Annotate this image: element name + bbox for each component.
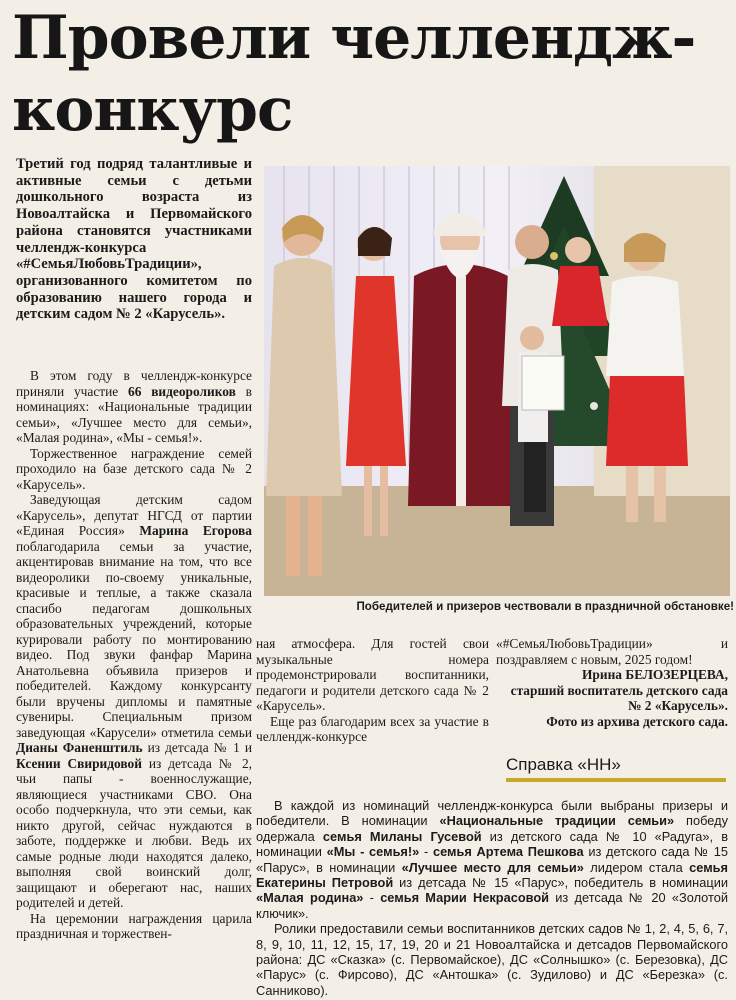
- paragraph-atmosphere-start: На церемонии награждения царила праздничная и торжествен-: [16, 910, 252, 941]
- article-column-left: [16, 368, 252, 1000]
- author-title: старший воспитатель детского сада № 2 «Карусель».: [510, 682, 728, 713]
- paragraph-ceremony: Заведующая детским садом «Карусель», депутат НГСД от партии «Единая Россия» Марина Егорова поблагодарила семьи за участие, акцентировав внимание на том, что все видеоролики по-своему уникальные, красивые и теплые, а также сказала спасибо педагогам дошкольных образовательных учреждений, которые курировали работу по монтированию видео. Под звуки фанфар Марина Анатольевна объявила призеров и победителей. Каждому конкурсанту были вручены дипломы и памятные сувениры. Специальным призом заведующая «Карусели» отметила семьи Дианы Фаненштиль из детсада № 1 и Ксении Свиридовой из детсада № 2, чьи папы - военнослужащие, являющиеся участниками СВО. Она особо подчеркнула, что эти семьи, как никто другой, сейчас нуждаются в заботе, поддержке и любви. Ведь их самые родные люди находятся далеко, выполняя свой воинский долг, защищают и оберегают нас, наших родителей и детей.: [16, 492, 252, 910]
- reference-box: [256, 798, 728, 998]
- reference-participants: Ролики предоставили семьи воспитанников детских садов № 1, 2, 4, 5, 6, 7, 8, 9, 10, 11, 12, 15, 17, 19, 20 и 21 Новоалтайска и детсадов Первомайского района: ДС «Сказка» (с. Первомайское), ДС «Солнышко» (с. Березовка), ДС «Парус» (с. Фирсово), ДС «Антошка» (с. Зудилово) и ДС «Березка» (с. Санниково).: [256, 921, 728, 998]
- photo-credit: Фото из архива детского сада.: [546, 713, 728, 729]
- event-photo: [264, 166, 730, 596]
- author-name: Ирина БЕЛОЗЕРЦЕВА,: [582, 667, 728, 682]
- reference-winners: В каждой из номинаций челлендж-конкурса были выбраны призеры и победители. В номинации «Национальные традиции семьи» победу одержала семья Миланы Гусевой из детского сада № 10 «Радуга», в номинации «Мы - семья!» - семья Артема Пешкова из детского сада № 15 «Парус», в номинации «Лучшее место для семьи» лидером стала семья Екатерины Петровой из детсада № 15 «Парус», победитель в номинации «Малая родина» - семья Марии Некрасовой из детсада № 20 «Золотой ключик».: [256, 798, 729, 921]
- article-lead: Третий год подряд талантливые и активные семьи с детьми дошкольного возраста из Новоалтайска и Первомайского района становятся участниками челлендж-конкурса «#СемьяЛюбовьТрадиции», организованного комитетом по образованию нашего города и детским садом № 2 «Карусель».: [16, 156, 252, 323]
- paragraph-venue: Торжественное награждение семей проходило на базе детского сада № 2 «Карусель».: [16, 445, 252, 492]
- paragraph-thanks: Еще раз благодарим всех за участие в челлендж-конкурсе: [256, 713, 489, 744]
- paragraph-atmosphere-end: ная атмосфера. Для гостей свои музыкальные номера продемонстрировали воспитанники, педагоги и родители детского сада № 2 «Карусель».: [256, 636, 489, 713]
- article-column-right: [496, 636, 728, 729]
- article-column-middle: [256, 636, 489, 745]
- reference-box-title: Справка «НН»: [506, 752, 726, 782]
- paragraph-greeting: «#СемьяЛюбовьТрадиции» и поздравляем с новым, 2025 годом!: [496, 636, 728, 667]
- event-photo-illustration: [264, 166, 730, 596]
- photo-caption: Победителей и призеров чествовали в праздничной обстановке!: [356, 600, 734, 613]
- article-headline: Провели челлендж-конкурс: [12, 3, 696, 145]
- paragraph-participants: В этом году в челлендж-конкурсе приняли участие 66 видеороликов в номинациях: «Национальные традиции семьи», «Лучшее место для семьи», «Малая родина», «Мы - семья!».: [16, 368, 252, 445]
